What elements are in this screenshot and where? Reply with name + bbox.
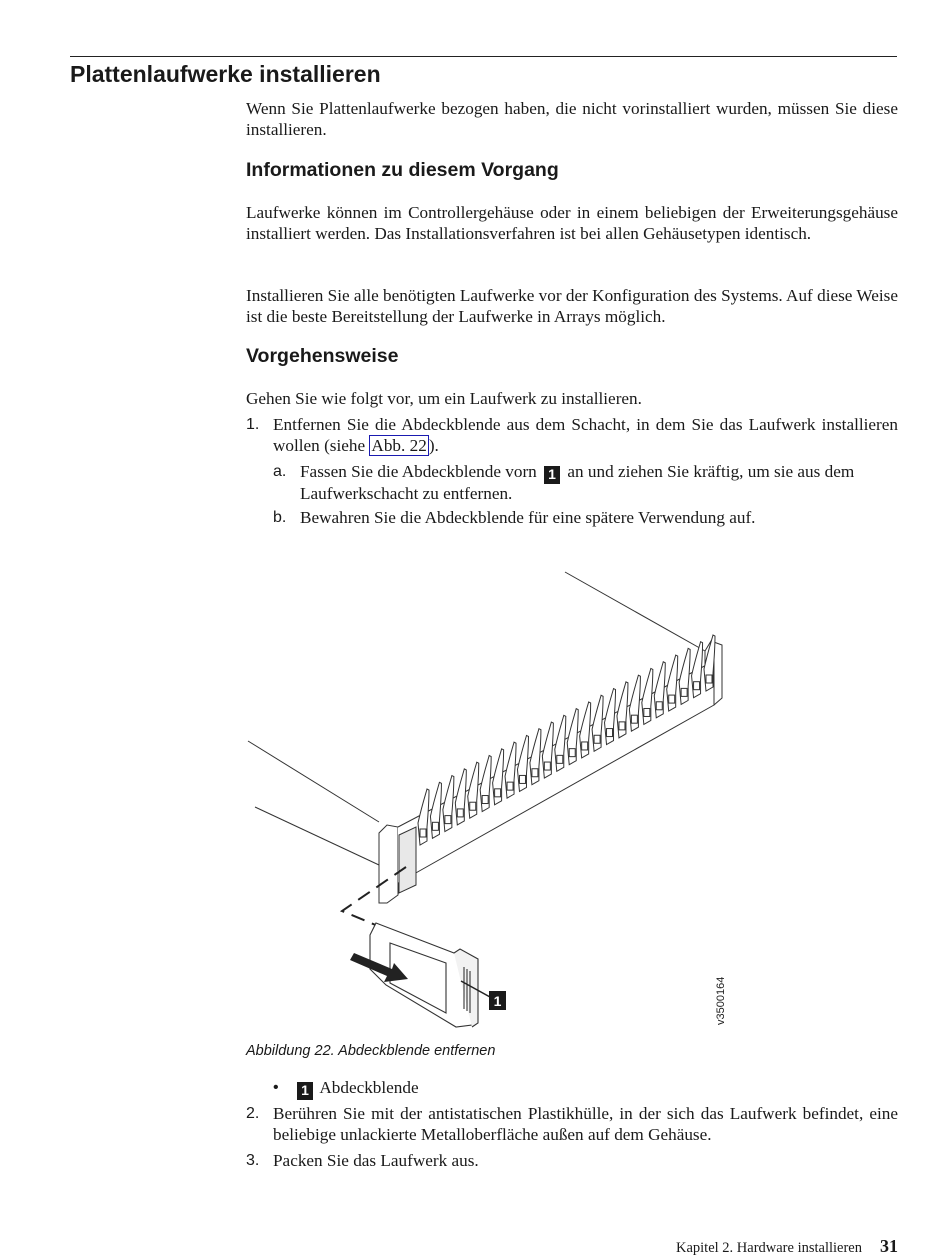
drive-latch bbox=[631, 715, 637, 723]
section-heading-procedure: Vorgehensweise bbox=[246, 345, 399, 367]
drive-latch bbox=[507, 782, 513, 790]
front-face bbox=[398, 661, 714, 883]
empty-bay bbox=[399, 827, 416, 893]
step-1-text bbox=[273, 415, 898, 456]
figure-callout: 1 bbox=[493, 993, 502, 1009]
figure-illustration bbox=[246, 565, 766, 1040]
footer-chapter: Kapitel 2. Hardware installieren bbox=[675, 1240, 862, 1256]
info-paragraph-1: Laufwerke können im Controllergehäuse oder in einem beliebigen der Erweiterungsgehäuse installiert werden. Das Installationsverfahren ist bei allen Gehäusetypen identisch. bbox=[246, 203, 898, 243]
procedure-lead: Gehen Sie wie folgt vor, um ein Laufwerk zu installieren. bbox=[246, 389, 642, 408]
drive-latch bbox=[457, 809, 463, 817]
substep-a-text-after: an und ziehen Sie kräftig, um sie aus dem Laufwerkschacht zu entfernen. bbox=[300, 462, 855, 503]
drive-latch bbox=[432, 822, 438, 830]
page-footer bbox=[676, 1236, 898, 1258]
left-ear bbox=[379, 825, 398, 903]
drive-latch bbox=[420, 829, 426, 837]
legend-bullet: • bbox=[273, 1079, 279, 1096]
callout-badge: 1 bbox=[544, 466, 560, 484]
step-number-1: 1. bbox=[246, 416, 260, 433]
drive-latch bbox=[619, 722, 625, 730]
drive-latch bbox=[644, 708, 650, 716]
figure-link[interactable]: Abb. 22 bbox=[371, 435, 427, 455]
step-1-text-before: Entfernen Sie die Abdeckblende aus dem Schacht, in dem Sie das Laufwerk installieren wollen (siehe bbox=[273, 415, 898, 455]
figure-id-code: v3500164 bbox=[715, 976, 727, 1025]
substep-a-text-before: Fassen Sie die Abdeckblende vorn bbox=[300, 462, 537, 481]
drive-latch bbox=[656, 702, 662, 710]
chassis-side-edge-2 bbox=[255, 807, 379, 865]
substep-a-text bbox=[300, 462, 898, 505]
drive-latch bbox=[594, 735, 600, 743]
drive-latch bbox=[607, 729, 613, 737]
drive-latch bbox=[557, 755, 563, 763]
info-paragraph-2: Installieren Sie alle benötigten Laufwerke vor der Konfiguration des Systems. Auf diese Weise ist die beste Bereitstellung der Laufwerke in Arrays möglich. bbox=[246, 286, 898, 326]
substep-b-text: Bewahren Sie die Abdeckblende für eine spätere Verwendung auf. bbox=[300, 508, 756, 527]
drive-latch bbox=[694, 682, 700, 690]
drive-latch bbox=[519, 775, 525, 783]
step-1-text-after: ). bbox=[428, 435, 439, 455]
figure-caption: Abbildung 22. Abdeckblende entfernen bbox=[246, 1043, 496, 1059]
step-number-2: 2. bbox=[246, 1105, 260, 1122]
drive-latch bbox=[706, 675, 712, 683]
legend-item bbox=[294, 1078, 892, 1100]
substep-label-b: b. bbox=[273, 509, 287, 526]
drive-latch bbox=[669, 695, 675, 703]
page-number: 31 bbox=[880, 1236, 898, 1256]
legend-callout: 1 bbox=[297, 1082, 313, 1100]
step-3-text: Packen Sie das Laufwerk aus. bbox=[273, 1151, 479, 1170]
drive-latch bbox=[470, 802, 476, 810]
step-number-3: 3. bbox=[246, 1152, 260, 1169]
drive-latch bbox=[495, 789, 501, 797]
legend-text: Abdeckblende bbox=[319, 1078, 419, 1097]
chassis-top-edge bbox=[565, 572, 705, 651]
drive-latch bbox=[681, 688, 687, 696]
drive-latch bbox=[482, 796, 488, 804]
page-title: Plattenlaufwerke installieren bbox=[70, 61, 381, 87]
step-2-text: Berühren Sie mit der antistatischen Plastikhülle, in der sich das Laufwerk befindet, eine beliebige unlackierte Metalloberfläche außen auf dem Gehäuse. bbox=[273, 1104, 898, 1144]
drive-latch bbox=[569, 749, 575, 757]
drive-latch bbox=[445, 816, 451, 824]
substep-label-a: a. bbox=[273, 463, 287, 480]
drive-latch bbox=[582, 742, 588, 750]
chassis-side-edge-1 bbox=[248, 741, 379, 822]
enclosure-drawing bbox=[246, 565, 766, 1035]
drive-latch bbox=[544, 762, 550, 770]
section-heading-info: Informationen zu diesem Vorgang bbox=[246, 159, 559, 181]
drive-latch bbox=[532, 769, 538, 777]
intro-paragraph: Wenn Sie Plattenlaufwerke bezogen haben, die nicht vorinstalliert wurden, müssen Sie diese installieren. bbox=[246, 99, 898, 139]
header-rule bbox=[70, 56, 897, 57]
